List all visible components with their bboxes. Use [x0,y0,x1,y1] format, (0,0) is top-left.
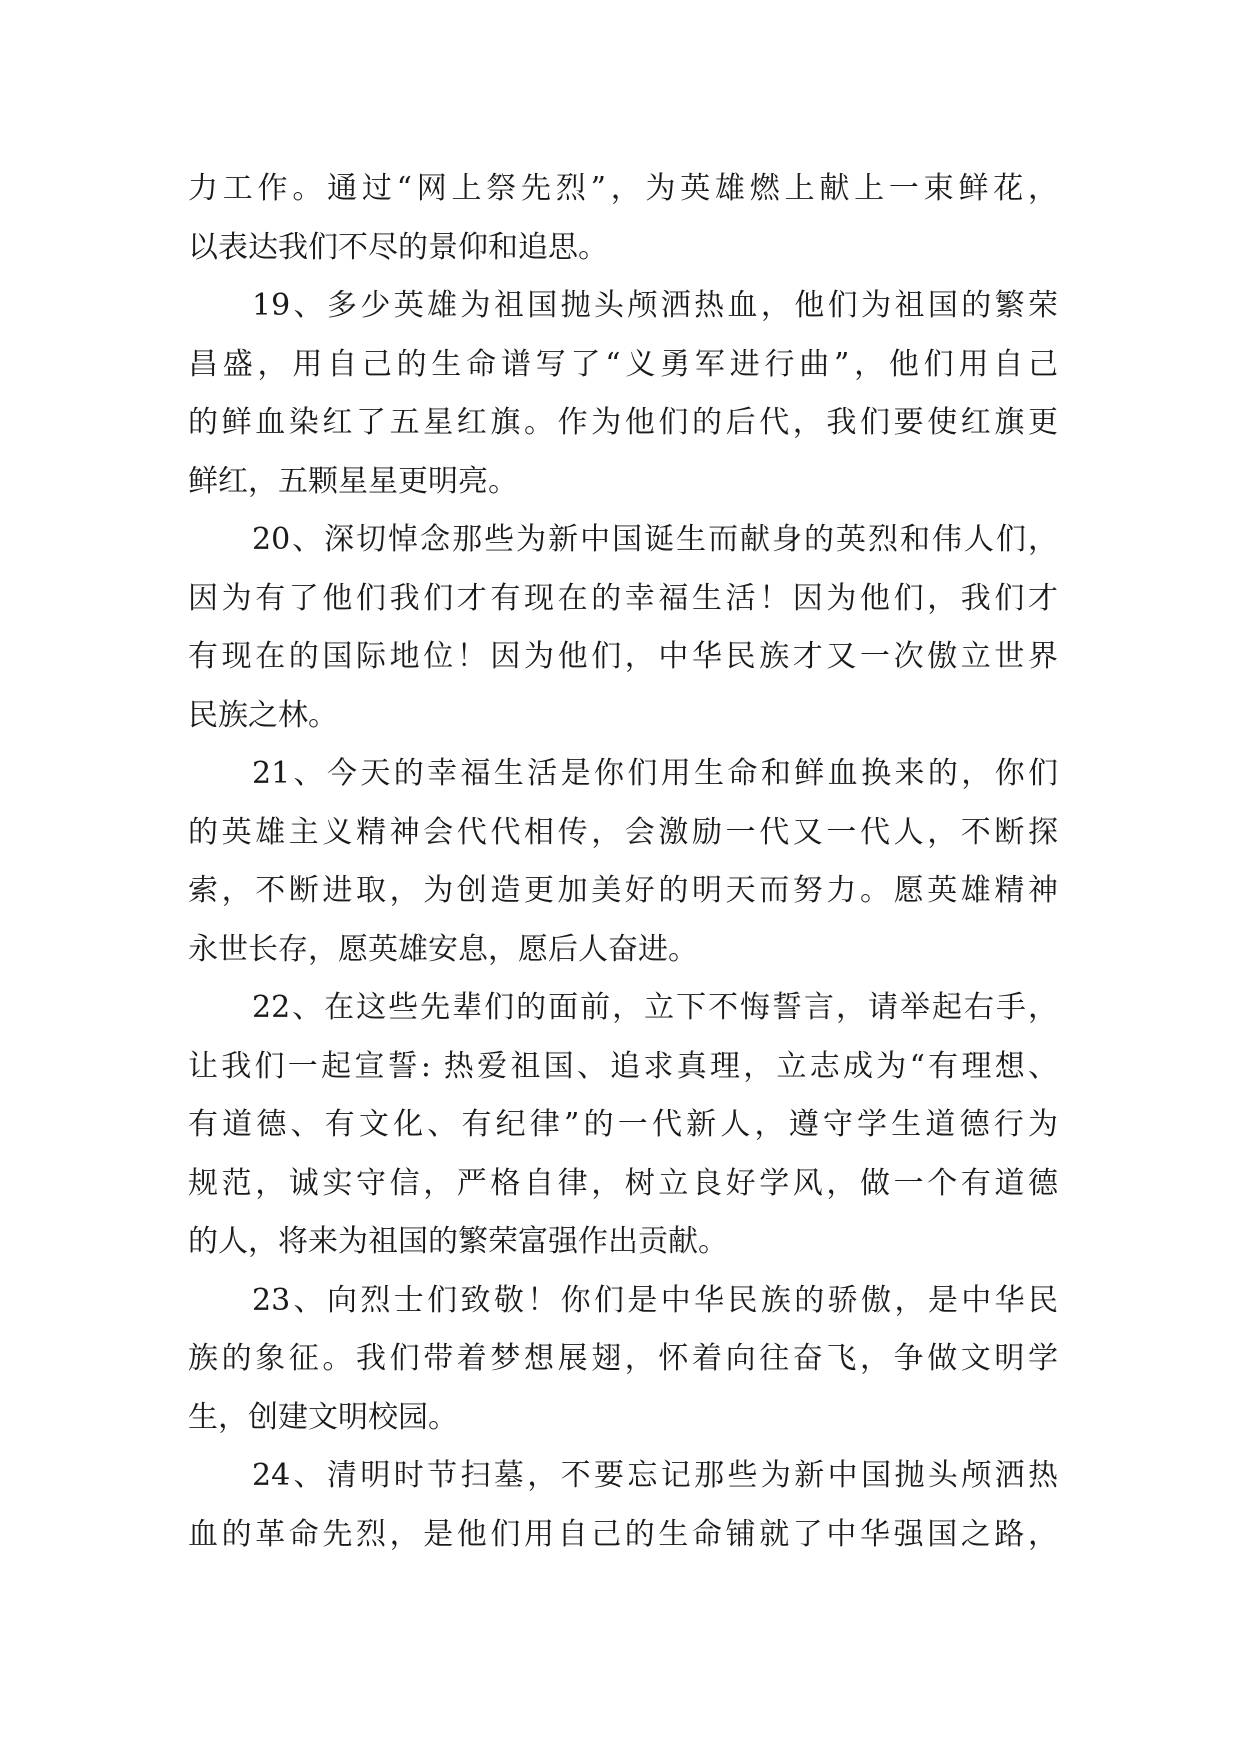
text-line: 索，不断进取，为创造更加美好的明天而努力。愿英雄精神 [188,873,1058,908]
text-line: 血的革命先烈，是他们用自己的生命铺就了中华强国之路， [188,1516,1058,1552]
text-line: 族的象征。我们带着梦想展翅，怀着向往奋飞，争做文明学 [188,1341,1058,1376]
text-line: 23、向烈士们致敬！你们是中华民族的骄傲，是中华民 [252,1282,1058,1318]
text-line: 规范，诚实守信，严格自律，树立良好学风，做一个有道德 [188,1165,1058,1201]
text-line: 有现在的国际地位！因为他们，中华民族才又一次傲立世界 [188,639,1058,674]
text-line: 22、在这些先辈们的面前，立下不悔誓言，请举起右手， [252,990,1058,1025]
document-body [188,160,1058,1564]
text-line: 19、多少英雄为祖国抛头颅洒热血，他们为祖国的繁荣 [252,288,1058,323]
paragraph-23 [188,1272,1058,1448]
text-line: 以表达我们不尽的景仰和追思。 [188,229,608,265]
paragraph-21 [188,745,1058,979]
text-line: 永世长存，愿英雄安息，愿后人奋进。 [188,931,698,967]
text-line: 昌盛，用自己的生命谱写了“义勇军进行曲”，他们用自己 [188,346,1058,382]
paragraph-24 [188,1447,1058,1564]
text-line: 有道德、有文化、有纪律”的一代新人，遵守学生道德行为 [188,1107,1058,1142]
text-line: 20、深切悼念那些为新中国诞生而献身的英烈和伟人们， [252,522,1058,557]
text-line: 的人，将来为祖国的繁荣富强作出贡献。 [188,1224,728,1259]
paragraph-19 [188,277,1058,511]
paragraph-22 [188,979,1058,1272]
text-line: 让我们一起宣誓: 热爱祖国、追求真理，立志成为“有理想、 [188,1048,1058,1084]
text-line: 的鲜血染红了五星红旗。作为他们的后代，我们要使红旗更 [188,405,1058,440]
text-line: 生，创建文明校园。 [188,1399,458,1435]
paragraph-20 [188,511,1058,745]
text-line: 的英雄主义精神会代代相传，会激励一代又一代人，不断探 [188,814,1058,850]
text-line: 民族之林。 [188,697,338,733]
text-line: 力工作。通过“网上祭先烈”，为英雄燃上献上一束鲜花， [188,171,1058,206]
paragraph-18-continuation [188,160,1058,277]
text-line: 因为有了他们我们才有现在的幸福生活！因为他们，我们才 [188,580,1058,616]
text-line: 21、今天的幸福生活是你们用生命和鲜血换来的，你们 [252,756,1058,791]
text-line: 鲜红，五颗星星更明亮。 [188,463,518,499]
text-line: 24、清明时节扫墓，不要忘记那些为新中国抛头颅洒热 [252,1458,1058,1493]
